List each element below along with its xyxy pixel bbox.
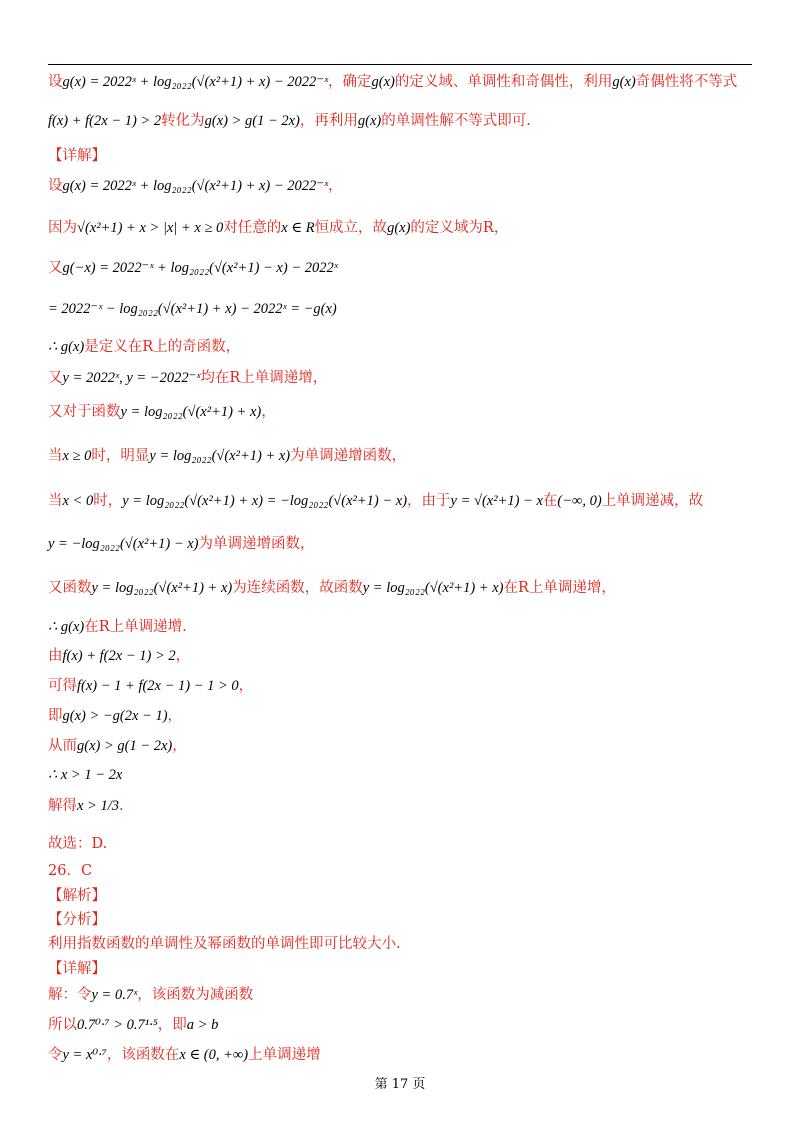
text-segment: 利用指数函数的单调性及幂函数的单调性即可比较大小.: [48, 936, 401, 952]
text-segment: ，: [238, 678, 254, 694]
text-segment: 在: [542, 493, 558, 509]
text-segment: 的单调性解不等式即可.: [381, 113, 531, 129]
text-segment: 【分析】: [48, 912, 106, 928]
text-line: [48, 337, 760, 357]
text-segment: 所以: [48, 1017, 77, 1033]
text-segment: 设: [48, 178, 63, 194]
text-segment: 又: [48, 260, 63, 276]
math-expression: √(x²+1) + x > |x| + x ≥ 0: [77, 220, 224, 236]
text-line: [48, 258, 760, 278]
math-expression: g(−x) = 2022⁻ˣ + log₂₀₂₂(√(x²+1) − x) − 2022ˣ: [62, 260, 338, 276]
math-expression: g(x): [357, 113, 382, 129]
text-line: [48, 706, 760, 726]
text-segment: 由: [48, 648, 63, 664]
text-line: [48, 861, 760, 881]
text-segment: 上单调递减，故: [601, 493, 704, 509]
text-segment: 解：令: [48, 987, 92, 1003]
text-segment: ，: [175, 648, 191, 664]
text-segment: 的定义域为R，: [410, 220, 509, 236]
math-expression: y = log₂₀₂₂(√(x²+1) + x): [149, 448, 291, 464]
page-number: 第 17 页: [374, 1077, 426, 1092]
text-segment: 【详解】: [48, 961, 106, 977]
math-expression: x ≥ 0: [62, 448, 92, 464]
text-segment: 为单调递增函数，: [290, 448, 407, 464]
text-segment: 设: [48, 74, 63, 90]
text-segment: 又函数: [48, 580, 92, 596]
text-line: [48, 934, 760, 954]
math-expression: y = log₂₀₂₂(√(x²+1) + x): [362, 580, 504, 596]
math-expression: g(x): [371, 74, 395, 90]
math-expression: f(x) + f(2x − 1) > 2: [62, 648, 176, 664]
math-expression: ∴ g(x): [48, 339, 85, 355]
text-line: [48, 534, 760, 554]
text-segment: 奇偶性将不等式: [635, 74, 738, 90]
text-segment: 为单调递增函数，: [198, 536, 315, 552]
math-expression: f(x) + f(2x − 1) > 2: [48, 113, 162, 129]
text-line: [48, 617, 760, 637]
text-segment: 又对于函数: [48, 404, 121, 420]
math-expression: y = −log₂₀₂₂(√(x²+1) − x): [48, 536, 199, 552]
math-expression: y = log₂₀₂₂(√(x²+1) + x) = −log₂₀₂₂(√(x²+1) − x): [122, 493, 408, 509]
math-expression: ∴ x > 1 − 2x: [48, 767, 123, 783]
math-expression: g(x): [612, 74, 636, 90]
text-segment: ，该函数在: [106, 1047, 180, 1063]
math-expression: x ∈ (0, +∞): [179, 1047, 249, 1063]
text-segment: 26．C: [48, 863, 93, 879]
math-expression: ∴ g(x): [48, 619, 85, 635]
text-segment: 时，: [93, 493, 123, 509]
text-segment: 恒成立，故: [314, 220, 388, 236]
text-line: [48, 886, 760, 906]
text-segment: 的定义域、单调性和奇偶性，利用: [394, 74, 613, 90]
math-expression: y = 0.7ˣ: [91, 987, 138, 1003]
text-segment: .: [119, 798, 124, 814]
math-expression: g(x) > g(1 − 2x): [77, 738, 173, 754]
math-expression: g(x) = 2022ˣ + log₂₀₂₂(√(x²+1) + x) − 2022⁻ˣ: [62, 74, 329, 90]
header-rule: [48, 64, 752, 65]
text-segment: 令: [48, 1047, 63, 1063]
text-segment: ，: [167, 708, 183, 724]
text-segment: ，该函数为减函数: [137, 987, 254, 1003]
text-line: [48, 834, 760, 854]
math-expression: y = log₂₀₂₂(√(x²+1) + x): [120, 404, 262, 420]
text-segment: 可得: [48, 678, 77, 694]
text-segment: 因为: [48, 220, 77, 236]
text-segment: 均在R上单调递增，: [200, 370, 328, 386]
text-line: [48, 578, 760, 598]
text-segment: 在R上单调递增.: [84, 619, 187, 635]
text-segment: ，: [172, 738, 187, 754]
text-line: [48, 218, 760, 238]
text-segment: 为连续函数，故函数: [232, 580, 363, 596]
text-segment: ，即: [157, 1017, 187, 1033]
text-segment: 又: [48, 370, 63, 386]
math-expression: x ∈ R: [281, 220, 315, 236]
text-segment: 即: [48, 708, 63, 724]
math-expression: g(x) > g(1 − 2x): [204, 113, 300, 129]
text-segment: ，再利用: [299, 113, 358, 129]
text-segment: ，确定: [328, 74, 372, 90]
text-segment: 时，明显: [91, 448, 150, 464]
text-line: [48, 299, 760, 319]
text-segment: 当: [48, 448, 63, 464]
text-line: [48, 1015, 760, 1035]
text-segment: 当: [48, 493, 63, 509]
math-expression: a > b: [186, 1017, 219, 1033]
math-expression: g(x) = 2022ˣ + log₂₀₂₂(√(x²+1) + x) − 2022⁻ˣ: [62, 178, 329, 194]
text-line: [48, 368, 760, 388]
text-line: [48, 676, 760, 696]
text-line: [48, 765, 760, 785]
text-segment: 解得: [48, 798, 77, 814]
math-expression: y = x⁰·⁷: [62, 1047, 107, 1063]
math-expression: g(x) > −g(2x − 1): [62, 708, 168, 724]
text-line: [48, 402, 760, 422]
text-segment: ，: [328, 178, 343, 194]
math-expression: x < 0: [62, 493, 94, 509]
math-expression: = 2022⁻ˣ − log₂₀₂₂(√(x²+1) + x) − 2022ˣ = −g(x): [48, 301, 337, 317]
text-segment: 上单调递增: [248, 1047, 321, 1063]
text-segment: ，由于: [407, 493, 451, 509]
text-line: [48, 111, 760, 131]
text-line: [48, 959, 760, 979]
text-line: [48, 796, 760, 816]
text-line: [48, 491, 760, 511]
math-expression: y = 2022ˣ, y = −2022⁻ˣ: [62, 370, 201, 386]
text-line: [48, 446, 760, 466]
text-segment: 【解析】: [48, 888, 106, 904]
text-segment: 故选：D.: [48, 836, 108, 852]
text-line: [48, 146, 760, 166]
text-line: [48, 736, 760, 756]
text-line: [48, 985, 760, 1005]
text-line: [48, 910, 760, 930]
text-line: [48, 1045, 760, 1065]
math-expression: x > 1/3: [77, 798, 119, 814]
text-segment: 是定义在R上的奇函数，: [84, 339, 241, 355]
text-line: [48, 176, 760, 196]
text-segment: ，: [261, 404, 276, 420]
math-expression: y = √(x²+1) − x: [450, 493, 543, 509]
math-expression: g(x): [387, 220, 411, 236]
math-expression: y = log₂₀₂₂(√(x²+1) + x): [91, 580, 233, 596]
text-segment: 在R上单调递增，: [503, 580, 616, 596]
math-expression: f(x) − 1 + f(2x − 1) − 1 > 0: [77, 678, 239, 694]
text-line: [48, 72, 760, 92]
text-segment: 【详解】: [48, 148, 106, 164]
text-segment: 转化为: [161, 113, 205, 129]
text-line: [48, 646, 760, 666]
text-segment: 从而: [48, 738, 77, 754]
math-expression: 0.7⁰·⁷ > 0.7¹·⁵: [77, 1017, 158, 1033]
text-segment: 对任意的: [223, 220, 282, 236]
math-expression: (−∞, 0): [557, 493, 602, 509]
